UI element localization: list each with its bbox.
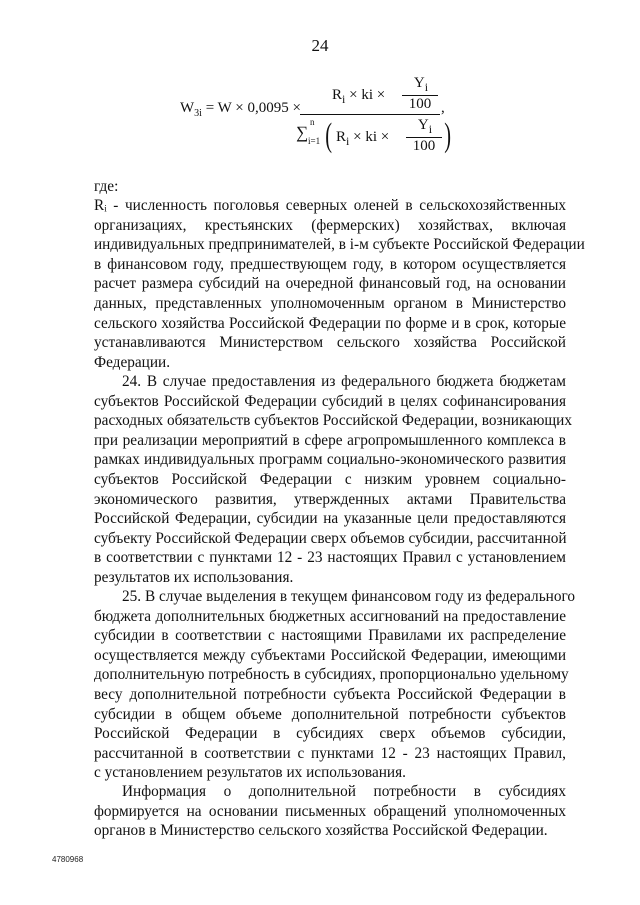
- paragraph-24-line: при реализации мероприятий в сфере агропромышленного комплекса в: [94, 431, 566, 449]
- den-r-sub: i: [346, 134, 350, 148]
- num-100: 100: [408, 96, 432, 112]
- paragraph-25-line: дополнительную потребность в субсидиях, пропорционально удельному: [94, 666, 569, 684]
- where-label: где:: [94, 178, 119, 195]
- den-y-sub: i: [428, 122, 433, 136]
- paragraph-24-line: экономического развития, утвержденных актами Правительства: [94, 490, 566, 508]
- num-y: Y: [413, 75, 425, 91]
- paragraph-24-line: результатов их использования.: [94, 568, 294, 586]
- paragraph-24-line: субъектов Российской Федерации субсидий в целях софинансирования: [94, 392, 566, 410]
- den-r: R: [336, 129, 347, 145]
- information-paragraph: [94, 782, 566, 841]
- page-number: 24: [311, 36, 329, 55]
- paragraph-25-line: весу дополнительной потребности субъекта Российской Федерации в: [94, 685, 566, 703]
- paragraph-25: [94, 587, 576, 783]
- definition-line: сельского хозяйства Российской Федерации по форме и в срок, которые: [94, 314, 566, 332]
- right-paren: ): [444, 117, 452, 154]
- sum-upper: n: [310, 117, 315, 127]
- definition-line: Федерации.: [94, 353, 171, 371]
- paragraph-25-line: 25. В случае выделения в текущем финансовом году из федерального: [122, 588, 576, 605]
- definition-paragraph: [94, 196, 585, 372]
- paragraph-25-line: субсидии в общем объеме дополнительной потребности субъектов: [94, 705, 566, 723]
- information-line: формируется на основании письменных обращений уполномоченных: [94, 802, 566, 820]
- formula-rhs-prefix: = W × 0,0095 ×: [201, 100, 301, 116]
- den-100: 100: [412, 138, 436, 154]
- formula-lhs: [180, 100, 301, 119]
- definition-line: расчет размера субсидий на очередной финансовый год, на основании: [94, 275, 566, 293]
- paragraph-24-line: в соответствии с пунктами 12 - 23 настоящих Правил с установлением: [94, 549, 566, 567]
- formula-main-fraction-bar: [300, 114, 440, 115]
- sum-sigma: ∑: [296, 123, 309, 142]
- definition-line: в финансовом году, предшествующем году, в котором осуществляется: [94, 255, 566, 273]
- definition-line: Rᵢ - численность поголовья северных оленей в сельскохозяйственных: [94, 197, 566, 214]
- paragraph-25-line: осуществляется между субъектами Российской Федерации, имеющими: [94, 646, 566, 664]
- paragraph-24-line: Российской Федерации, субсидии на указанные цели предоставляются: [94, 510, 566, 528]
- subsidy-formula: [180, 75, 480, 165]
- definition-line: устанавливаются Министерством сельского хозяйства Российской: [94, 334, 566, 352]
- sum-lower: i=1: [308, 136, 321, 146]
- definition-line: индивидуальных предпринимателей, в i-м субъекте Российской Федерации: [94, 236, 585, 254]
- paragraph-24-line: 24. В случае предоставления из федерального бюджета бюджетам: [122, 373, 566, 390]
- paragraph-24-line: рамках индивидуальных программ социально-экономического развития: [94, 451, 566, 469]
- den-y: Y: [417, 117, 429, 133]
- formula-w: W: [180, 100, 195, 116]
- information-line: органов в Министерство сельского хозяйства Российской Федерации.: [94, 822, 548, 840]
- paragraph-24-line: расходных обязательств субъектов Российской Федерации, возникающих: [94, 412, 573, 430]
- num-r: R: [332, 87, 343, 103]
- paragraph-25-line: субсидии в соответствии с настоящими Правилами их распределение: [94, 627, 566, 645]
- paragraph-25-line: бюджета дополнительных бюджетных ассигнований на предоставление: [94, 607, 566, 625]
- paragraph-25-line: Российской Федерации в субсидиях сверх объемов субсидии,: [94, 725, 566, 743]
- formula-denominator: [296, 117, 456, 165]
- left-paren: (: [325, 117, 333, 154]
- formula-numerator: [332, 75, 437, 119]
- num-mid: × ki ×: [345, 87, 386, 103]
- paragraph-24-line: субъектов Российской Федерации с низким уровнем социально-: [94, 470, 566, 488]
- document-code: 4780968: [52, 855, 84, 864]
- num-r-sub: i: [342, 92, 346, 106]
- paragraph-25-line: с установлением результатов их использования.: [94, 764, 406, 782]
- information-line: Информация о дополнительной потребности в субсидиях: [122, 783, 566, 800]
- definition-line: организациях, крестьянских (фермерских) хозяйствах, включая: [94, 216, 566, 234]
- paragraph-24: [94, 372, 573, 588]
- den-mid: × ki ×: [349, 129, 390, 145]
- paragraph-25-line: рассчитанной в соответствии с пунктами 12 - 23 настоящих Правил,: [94, 744, 566, 762]
- formula-comma: ,: [441, 100, 445, 116]
- paragraph-24-line: субъекту Российской Федерации сверх объемов субсидии, рассчитанной: [94, 529, 567, 547]
- definition-line: данных, представленных уполномоченным органом в Министерство: [94, 294, 566, 312]
- num-y-sub: i: [424, 80, 429, 94]
- formula-w-sub: 3i: [194, 108, 202, 119]
